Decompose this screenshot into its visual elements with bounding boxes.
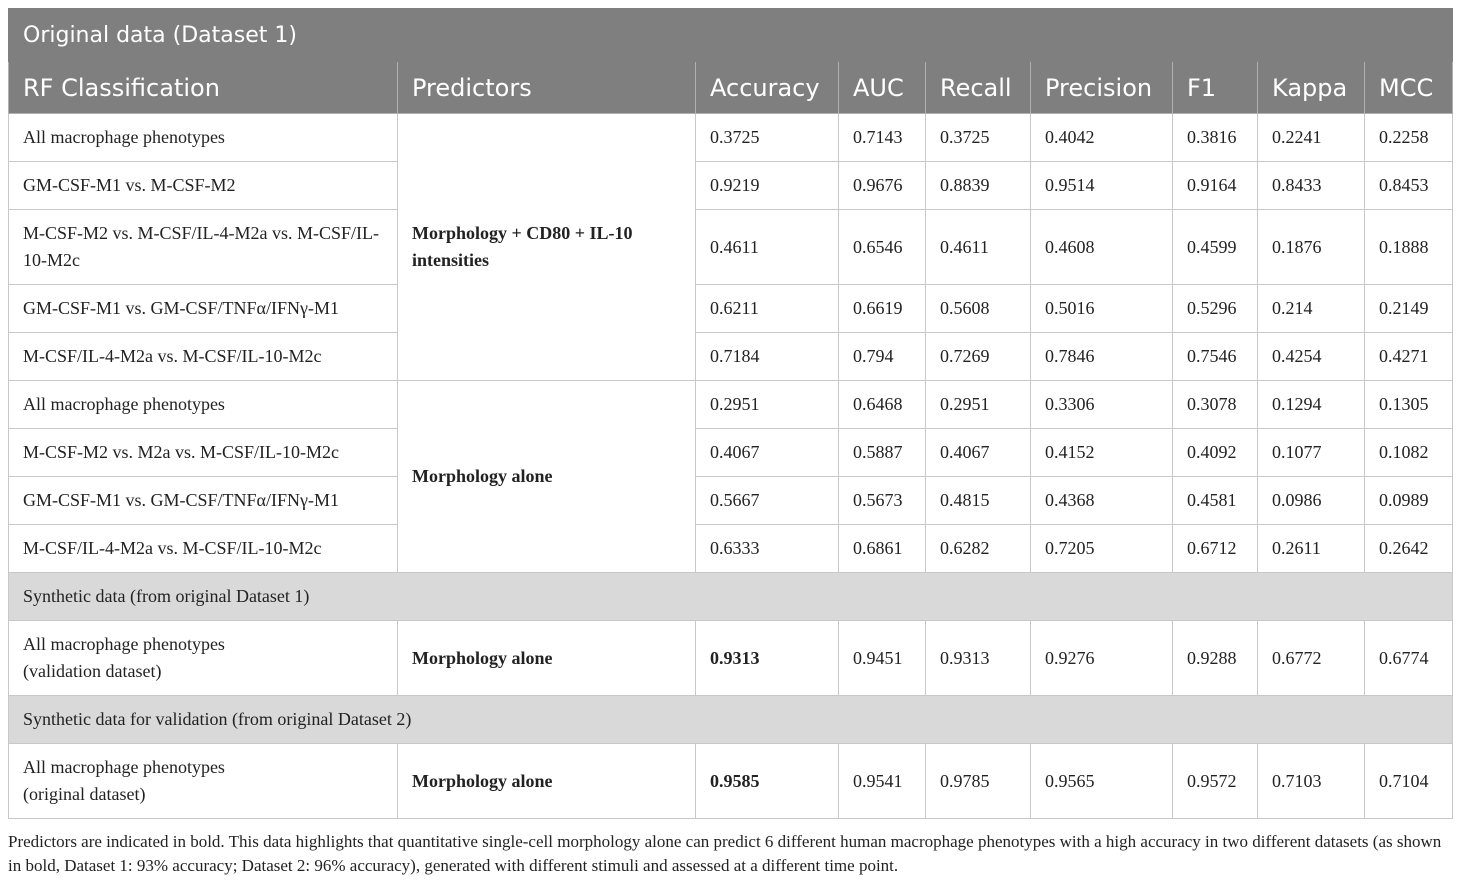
f1-cell: 0.5296 bbox=[1173, 285, 1258, 333]
mcc-cell: 0.4271 bbox=[1365, 333, 1453, 381]
recall-cell: 0.9313 bbox=[926, 621, 1031, 696]
accuracy-cell: 0.7184 bbox=[696, 333, 839, 381]
accuracy-cell: 0.3725 bbox=[696, 114, 839, 162]
recall-cell: 0.4815 bbox=[926, 477, 1031, 525]
mcc-cell: 0.1888 bbox=[1365, 210, 1453, 285]
table-row bbox=[9, 477, 1453, 525]
predictor-cell: Morphology + CD80 + IL-10 intensities bbox=[398, 114, 696, 381]
mcc-cell: 0.2642 bbox=[1365, 525, 1453, 573]
precision-cell: 0.3306 bbox=[1031, 381, 1173, 429]
column-header: Kappa bbox=[1258, 62, 1365, 114]
f1-cell: 0.7546 bbox=[1173, 333, 1258, 381]
f1-cell: 0.4092 bbox=[1173, 429, 1258, 477]
table-row bbox=[9, 525, 1453, 573]
column-header: AUC bbox=[839, 62, 926, 114]
classification-cell: GM-CSF-M1 vs. GM-CSF/TNFα/IFNγ-M1 bbox=[9, 477, 398, 525]
precision-cell: 0.7205 bbox=[1031, 525, 1173, 573]
accuracy-cell: 0.4611 bbox=[696, 210, 839, 285]
mcc-cell: 0.1082 bbox=[1365, 429, 1453, 477]
kappa-cell: 0.6772 bbox=[1258, 621, 1365, 696]
auc-cell: 0.7143 bbox=[839, 114, 926, 162]
table-row bbox=[9, 162, 1453, 210]
table-title: Original data (Dataset 1) bbox=[9, 9, 1453, 62]
predictor-cell: Morphology alone bbox=[398, 621, 696, 696]
accuracy-cell: 0.4067 bbox=[696, 429, 839, 477]
section-title: Synthetic data (from original Dataset 1) bbox=[9, 573, 1453, 621]
precision-cell: 0.4042 bbox=[1031, 114, 1173, 162]
predictor-cell: Morphology alone bbox=[398, 744, 696, 819]
precision-cell: 0.4368 bbox=[1031, 477, 1173, 525]
kappa-cell: 0.4254 bbox=[1258, 333, 1365, 381]
precision-cell: 0.9514 bbox=[1031, 162, 1173, 210]
column-header: Recall bbox=[926, 62, 1031, 114]
classification-line: (validation dataset) bbox=[23, 661, 162, 681]
table-row bbox=[9, 621, 1453, 696]
classification-cell: All macrophage phenotypes bbox=[9, 381, 398, 429]
precision-cell: 0.4152 bbox=[1031, 429, 1173, 477]
precision-cell: 0.4608 bbox=[1031, 210, 1173, 285]
f1-cell: 0.4599 bbox=[1173, 210, 1258, 285]
f1-cell: 0.9572 bbox=[1173, 744, 1258, 819]
column-header: F1 bbox=[1173, 62, 1258, 114]
classification-cell: M-CSF-M2 vs. M-CSF/IL-4-M2a vs. M-CSF/IL-10-M2c bbox=[9, 210, 398, 285]
recall-cell: 0.3725 bbox=[926, 114, 1031, 162]
column-header: Predictors bbox=[398, 62, 696, 114]
auc-cell: 0.9541 bbox=[839, 744, 926, 819]
column-header: MCC bbox=[1365, 62, 1453, 114]
classification-cell: All macrophage phenotypes bbox=[9, 114, 398, 162]
classification-cell: M-CSF/IL-4-M2a vs. M-CSF/IL-10-M2c bbox=[9, 525, 398, 573]
classification-cell: M-CSF/IL-4-M2a vs. M-CSF/IL-10-M2c bbox=[9, 333, 398, 381]
table-row bbox=[9, 333, 1453, 381]
accuracy-cell: 0.9219 bbox=[696, 162, 839, 210]
accuracy-cell: 0.9585 bbox=[696, 744, 839, 819]
recall-cell: 0.6282 bbox=[926, 525, 1031, 573]
table-row bbox=[9, 429, 1453, 477]
auc-cell: 0.6546 bbox=[839, 210, 926, 285]
auc-cell: 0.6861 bbox=[839, 525, 926, 573]
auc-cell: 0.794 bbox=[839, 333, 926, 381]
kappa-cell: 0.214 bbox=[1258, 285, 1365, 333]
accuracy-cell: 0.6333 bbox=[696, 525, 839, 573]
kappa-cell: 0.7103 bbox=[1258, 744, 1365, 819]
recall-cell: 0.4067 bbox=[926, 429, 1031, 477]
kappa-cell: 0.2611 bbox=[1258, 525, 1365, 573]
recall-cell: 0.9785 bbox=[926, 744, 1031, 819]
predictor-cell: Morphology alone bbox=[398, 381, 696, 573]
recall-cell: 0.7269 bbox=[926, 333, 1031, 381]
kappa-cell: 0.1077 bbox=[1258, 429, 1365, 477]
f1-cell: 0.6712 bbox=[1173, 525, 1258, 573]
auc-cell: 0.5673 bbox=[839, 477, 926, 525]
classification-cell bbox=[9, 744, 398, 819]
precision-cell: 0.7846 bbox=[1031, 333, 1173, 381]
table-row bbox=[9, 210, 1453, 285]
results-table-container bbox=[8, 8, 1452, 819]
mcc-cell: 0.8453 bbox=[1365, 162, 1453, 210]
kappa-cell: 0.8433 bbox=[1258, 162, 1365, 210]
mcc-cell: 0.0989 bbox=[1365, 477, 1453, 525]
classification-cell: GM-CSF-M1 vs. GM-CSF/TNFα/IFNγ-M1 bbox=[9, 285, 398, 333]
results-table bbox=[8, 8, 1453, 819]
table-row bbox=[9, 285, 1453, 333]
recall-cell: 0.8839 bbox=[926, 162, 1031, 210]
precision-cell: 0.5016 bbox=[1031, 285, 1173, 333]
f1-cell: 0.3078 bbox=[1173, 381, 1258, 429]
accuracy-cell: 0.2951 bbox=[696, 381, 839, 429]
table-row bbox=[9, 381, 1453, 429]
f1-cell: 0.4581 bbox=[1173, 477, 1258, 525]
column-header: RF Classification bbox=[9, 62, 398, 114]
table-row bbox=[9, 744, 1453, 819]
recall-cell: 0.2951 bbox=[926, 381, 1031, 429]
precision-cell: 0.9565 bbox=[1031, 744, 1173, 819]
mcc-cell: 0.7104 bbox=[1365, 744, 1453, 819]
precision-cell: 0.9276 bbox=[1031, 621, 1173, 696]
classification-line: All macrophage phenotypes bbox=[23, 634, 225, 654]
auc-cell: 0.9451 bbox=[839, 621, 926, 696]
recall-cell: 0.5608 bbox=[926, 285, 1031, 333]
column-header-row bbox=[9, 62, 1453, 114]
kappa-cell: 0.1294 bbox=[1258, 381, 1365, 429]
kappa-cell: 0.1876 bbox=[1258, 210, 1365, 285]
column-header: Precision bbox=[1031, 62, 1173, 114]
auc-cell: 0.6468 bbox=[839, 381, 926, 429]
accuracy-cell: 0.6211 bbox=[696, 285, 839, 333]
mcc-cell: 0.6774 bbox=[1365, 621, 1453, 696]
f1-cell: 0.3816 bbox=[1173, 114, 1258, 162]
mcc-cell: 0.2149 bbox=[1365, 285, 1453, 333]
accuracy-cell: 0.5667 bbox=[696, 477, 839, 525]
recall-cell: 0.4611 bbox=[926, 210, 1031, 285]
classification-cell: GM-CSF-M1 vs. M-CSF-M2 bbox=[9, 162, 398, 210]
mcc-cell: 0.2258 bbox=[1365, 114, 1453, 162]
classification-cell: M-CSF-M2 vs. M2a vs. M-CSF/IL-10-M2c bbox=[9, 429, 398, 477]
f1-cell: 0.9288 bbox=[1173, 621, 1258, 696]
kappa-cell: 0.0986 bbox=[1258, 477, 1365, 525]
section-header-row bbox=[9, 696, 1453, 744]
mcc-cell: 0.1305 bbox=[1365, 381, 1453, 429]
table-title-row bbox=[9, 9, 1453, 62]
kappa-cell: 0.2241 bbox=[1258, 114, 1365, 162]
f1-cell: 0.9164 bbox=[1173, 162, 1258, 210]
auc-cell: 0.6619 bbox=[839, 285, 926, 333]
section-title: Synthetic data for validation (from original Dataset 2) bbox=[9, 696, 1453, 744]
accuracy-cell: 0.9313 bbox=[696, 621, 839, 696]
table-footnote: Predictors are indicated in bold. This data highlights that quantitative single-cell morphology alone can predict 6 different human macrophage phenotypes with a high accuracy in two different datasets (as shown in bold, Dataset 1: 93% accuracy; Dataset 2: 96% accuracy), generated with different stimuli and assessed at a different time point. bbox=[8, 832, 1442, 875]
auc-cell: 0.9676 bbox=[839, 162, 926, 210]
classification-line: (original dataset) bbox=[23, 784, 146, 804]
classification-line: All macrophage phenotypes bbox=[23, 757, 225, 777]
column-header: Accuracy bbox=[696, 62, 839, 114]
classification-cell bbox=[9, 621, 398, 696]
auc-cell: 0.5887 bbox=[839, 429, 926, 477]
table-row bbox=[9, 114, 1453, 162]
section-header-row bbox=[9, 573, 1453, 621]
